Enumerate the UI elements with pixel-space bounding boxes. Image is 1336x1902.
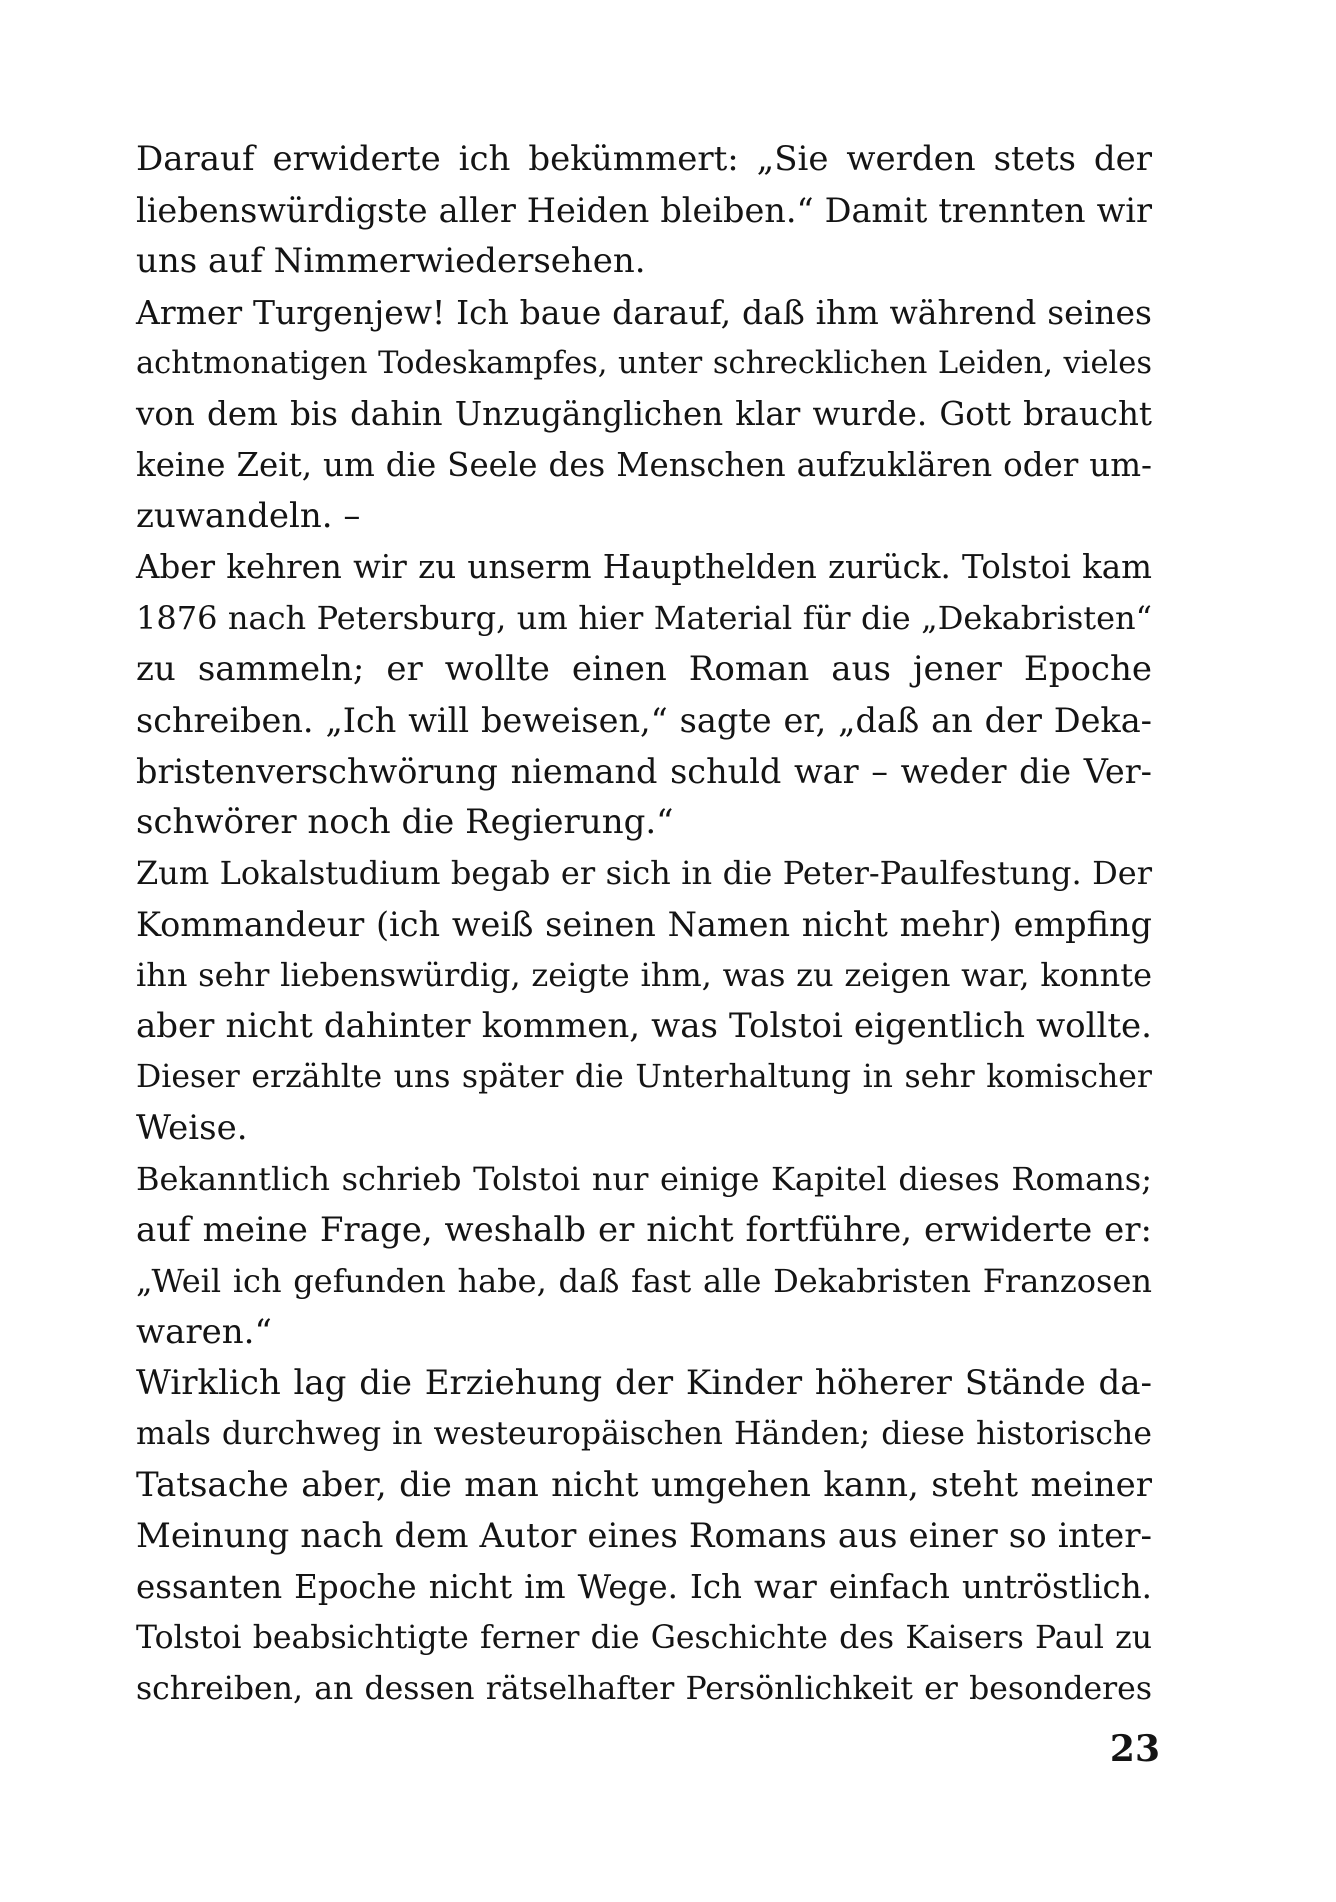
text-line: Dieser erzählte uns später die Unterhaltung in sehr komischer	[136, 1059, 1152, 1095]
text-line: mals durchweg in westeuropäischen Händen; diese historische	[136, 1416, 1152, 1452]
body-text	[136, 134, 1152, 1715]
text-line: waren.“	[136, 1312, 272, 1352]
text-line: achtmonatigen Todeskampfes, unter schrecklichen Leiden, vieles	[136, 346, 1152, 381]
text-line: schreiben. „Ich will beweisen,“ sagte er, „daß an der Deka-	[136, 701, 1152, 740]
text-line: Tolstoi beabsichtigte ferner die Geschichte des Kaisers Paul zu	[136, 1620, 1152, 1656]
text-line: Zum Lokalstudium begab er sich in die Peter-Paulfestung. Der	[136, 854, 1152, 892]
page-number: 23	[1109, 1728, 1160, 1770]
text-line: 1876 nach Petersburg, um hier Material für die „Dekabristen“	[136, 599, 1152, 637]
text-line: Tatsache aber, die man nicht umgehen kann, steht meiner	[136, 1465, 1152, 1505]
text-line: uns auf Nimmerwiedersehen.	[136, 241, 646, 281]
text-line: schreiben, an dessen rätselhafter Persönlichkeit er besonderes	[136, 1671, 1152, 1707]
text-line: essanten Epoche nicht im Wege. Ich war einfach untröstlich.	[136, 1568, 1152, 1606]
text-line: von dem bis dahin Unzugänglichen klar wurde. Gott braucht	[136, 395, 1152, 433]
text-line: liebenswürdigste aller Heiden bleiben.“ Damit trennten wir	[136, 191, 1152, 230]
text-line: Armer Turgenjew! Ich baue darauf, daß ihm während seines	[136, 293, 1152, 332]
text-line: Wirklich lag die Erziehung der Kinder höherer Stände da-	[136, 1363, 1152, 1403]
text-line: zu sammeln; er wollte einen Roman aus jener Epoche	[136, 649, 1152, 689]
text-line: bristenverschwörung niemand schuld war – weder die Ver-	[136, 752, 1152, 791]
text-line: keine Zeit, um die Seele des Menschen aufzuklären oder um-	[136, 446, 1152, 484]
text-line: schwörer noch die Regierung.“	[136, 802, 674, 842]
text-line: Kommandeur (ich weiß seinen Namen nicht mehr) empfing	[136, 905, 1152, 944]
text-line: auf meine Frage, weshalb er nicht fortführe, erwiderte er:	[136, 1210, 1152, 1250]
text-line: aber nicht dahinter kommen, was Tolstoi eigentlich wollte.	[136, 1006, 1152, 1046]
text-line: Bekanntlich schrieb Tolstoi nur einige Kapitel dieses Romans;	[136, 1160, 1152, 1198]
text-line: zuwandeln. –	[136, 496, 361, 536]
text-line: Darauf erwiderte ich bekümmert: „Sie werden stets der	[136, 139, 1152, 179]
text-line: Weise.	[136, 1108, 248, 1148]
text-line: ihn sehr liebenswürdig, zeigte ihm, was zu zeigen war, konnte	[136, 956, 1152, 994]
text-line: „Weil ich gefunden habe, daß fast alle Dekabristen Franzosen	[136, 1262, 1152, 1300]
text-line: Meinung nach dem Autor eines Romans aus einer so inter-	[136, 1516, 1152, 1556]
text-line: Aber kehren wir zu unserm Haupthelden zurück. Tolstoi kam	[136, 548, 1152, 586]
